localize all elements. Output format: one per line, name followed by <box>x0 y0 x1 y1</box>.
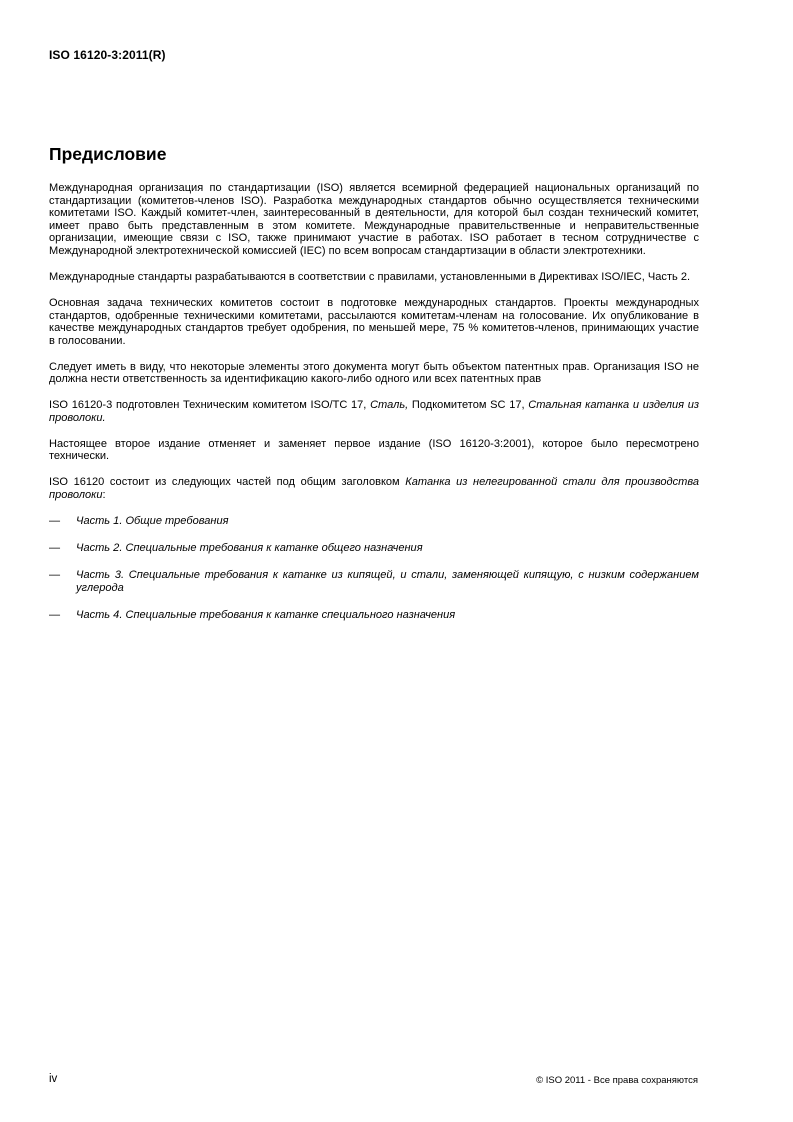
list-dash: — <box>49 608 61 621</box>
parts-intro-colon: : <box>102 489 106 502</box>
tc-italic-subcommittee: Стальная катанка и изделия из проволоки. <box>49 399 699 424</box>
list-dash: — <box>49 515 61 528</box>
paragraph-technical-committees: Основная задача технических комитетов состоит в подготовке международных стандартов. Проекты международных стандартов, одобренные техническими комитетами, рассылаются комитетам-членам на голосование. Их опубликование в качестве международных стандартов требует одобрения, по меньшей мере, 75 % комитетов-членов, принимающих участие в голосовании. <box>49 296 699 347</box>
paragraph-parts-intro <box>49 476 699 501</box>
paragraph-directives: Международные стандарты разрабатываются в соответствии с правилами, установленными в Директивах ISO/IEC, Часть 2. <box>49 270 691 283</box>
tc-text-1: ISO 16120-3 подготовлен Техническим комитетом ISO/TC 17, <box>49 399 371 412</box>
tc-text-2: Подкомитетом SC 17, <box>408 399 529 412</box>
list-dash: — <box>49 542 61 554</box>
tc-italic-steel: Сталь, <box>370 399 409 412</box>
copyright-notice: © ISO 2011 - Все права сохраняются <box>536 1075 698 1086</box>
parts-list <box>49 515 699 621</box>
list-item-text: Часть 3. Специальные требования к катанке из кипящей, и стали, заменяющей кипящую, с низким содержанием углерода <box>76 568 699 594</box>
list-item-text: Часть 1. Общие требования <box>76 515 229 528</box>
paragraph-iso-organization: Международная организация по стандартизации (ISO) является всемирной федерацией национальных организаций по стандартизации (комитетов-членов ISO). Разработка международных стандартов обычно осуществляется техническими комитетами ISO. Каждый комитет-член, заинтересованный в деятельности, для которой был создан технический комитет, имеет право быть представленным в этом комитете. Международные правительственные и неправительственные организации, имеющие связи с ISO, также принимают участие в работах. ISO работает в тесном сотрудничестве с Международной электротехнической комиссией (IEC) по всем вопросам стандартизации в области электротехники. <box>49 182 699 257</box>
list-dash: — <box>49 568 61 581</box>
list-item <box>49 569 699 594</box>
foreword-content <box>49 182 699 636</box>
list-item <box>49 515 699 528</box>
paragraph-technical-committee-prepared <box>49 399 699 424</box>
parts-intro-general-title: Катанка из нелегированной стали для производства проволоки <box>49 476 699 502</box>
paragraph-patent-rights: Следует иметь в виду, что некоторые элементы этого документа могут быть объектом патентных прав. Организация ISO не должна нести ответственность за идентификацию какого-либо одного или всех патентных прав <box>49 360 699 386</box>
page-number: iv <box>49 1073 58 1085</box>
document-code-header: ISO 16120-3:2011(R) <box>49 48 166 62</box>
list-item-text: Часть 2. Специальные требования к катанке общего назначения <box>76 542 423 554</box>
paragraph-edition: Настоящее второе издание отменяет и заменяет первое издание (ISO 16120-3:2001), которое было пересмотрено технически. <box>49 437 699 463</box>
list-item-text: Часть 4. Специальные требования к катанке специального назначения <box>76 608 456 621</box>
parts-intro-text: ISO 16120 состоит из следующих частей под общим заголовком <box>49 476 406 489</box>
list-item <box>49 542 699 555</box>
page-title: Предисловие <box>49 144 167 164</box>
list-item <box>49 609 699 622</box>
